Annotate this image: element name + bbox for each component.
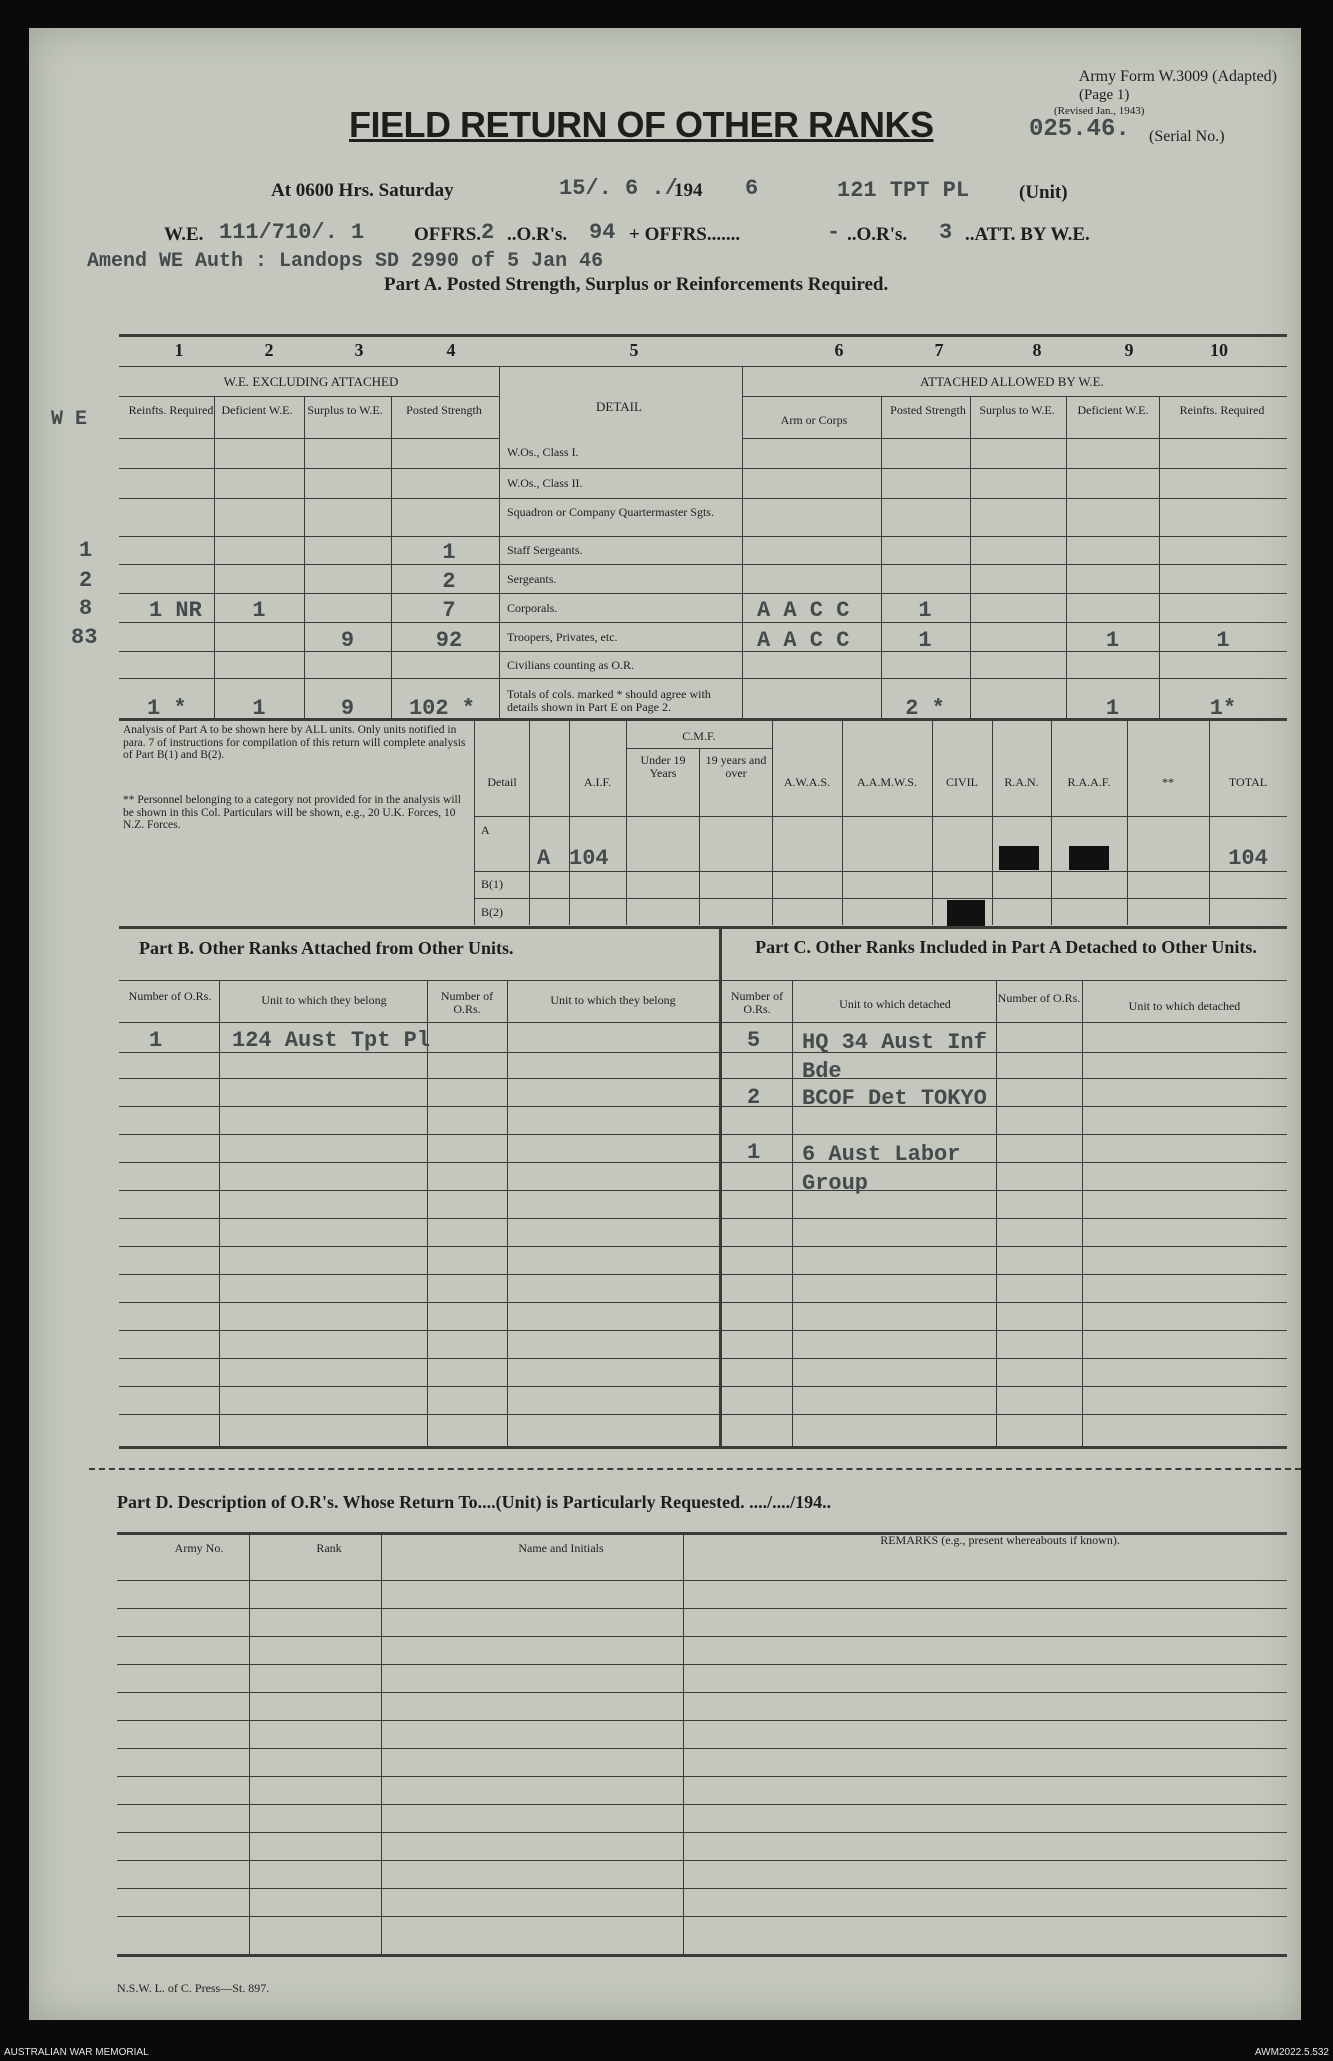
form-sheet: Army Form W.3009 (Adapted) (Page 1) (Revised Jan., 1943) FIELD RETURN OF OTHER RANKS 025.46. (Serial No.) At 0600 Hrs. Saturday 15/. 6 ./ 194 6 121 TPT PL (Unit) W.E. 111/710/. 1 OFFRS. 2 ..O.R's. 94 + OFFRS....... - ..O.R's. 3 ..ATT. BY W.E. Amend WE Auth : Landops SD 2990 of 5 Jan 46 Part A. Posted Strength, Surplus or Reinforcements Required. 1 2 3 4 5 6 7 8 9 10 W.E. EXCLUDING ATTACHED ATTACHED ALLOWED BY W.E. Reinfts. Required Deficient W.E. Surplus to W.E. Posted Strength DETAIL Arm or Corps Posted Strength Surplus to W.E. Deficient W.E. Reinfts. Required W.Os., Class I. W.Os., Class II. Squadron or Company Quartermaster Sgts. Staff Sergeants. Sergeants. Corporals. Troopers, Privates, etc. Civilians counting as O.R. Totals of cols. marked * should agree with details shown in Part E on Page 2. W E 1 2 8 83 1 2 1 NR 1 7 A A C C 1 9 92 A A C C 1 1 1 1 * 1 9 102 * 2 * 1 1* Analysis of Part A to be shown here by ALL units. Only units notified in para. 7 of instructions for compilation of this return will complete analysis of Part B(1) and B(2). ** Personnel belonging to a category not provided for in the analysis will be shown in this Col. Particulars will be shown, e.g., 20 U.K. Forces, 10 N.Z. Forces. Detail A.I.F. C.M.F. Under 19 Years 19 years and over A.W.A.S. A.A.M.W.S. CIVIL R.A.N. R.A.A.F. ** TOTAL A B(1) B(2) A 104 104 Part B. Other Ranks Attached from Other Units. Part C. Other Ranks Included in Part A Detached to Other Units. Number of O.Rs. Unit to which they belong Number of O.Rs. Unit to which they belong Number of O.Rs. Unit to which detached Number of O.Rs. Unit to which detached 1 124 Aust Tpt Pl 5 HQ 34 Aust Inf Bde 2 BCOF Det TOKYO 1 6 Aust Labor Group Part D. Description of O.R's. Whose Return To....(Unit) is Particularly Requested. ..../..../194.. Army No. Rank Name and Initials REMARKS (e.g., present whereabouts if known). N.S.W. L. of C. Press—St. 897. <box>29 28 1301 2020</box>
part-c-title: Part C. Other Ranks Included in Part A Detached to Other Units. <box>755 937 1257 957</box>
plus-offrs-label: + OFFRS....... <box>629 224 741 245</box>
unit-value: 121 TPT PL <box>837 178 970 203</box>
form-title: FIELD RETURN OF OTHER RANKS <box>349 104 934 145</box>
year-label: 194 <box>674 180 703 201</box>
archive-reference: AWM2022.5.532 <box>1254 2047 1329 2058</box>
redaction-block <box>947 900 985 926</box>
form-number: Army Form W.3009 (Adapted) <box>1078 68 1277 85</box>
date-value: 15/. 6 ./ <box>559 176 678 201</box>
att-by-we-label: ..ATT. BY W.E. <box>965 224 1090 245</box>
serial-number-value: 025.46. <box>1029 116 1130 143</box>
serial-label: (Serial No.) <box>1149 128 1225 145</box>
plus-ors-value: 3 <box>939 220 953 245</box>
plus-offrs-value: - <box>827 220 841 245</box>
we-value: 111/710/. 1 <box>219 220 365 245</box>
year-value: 6 <box>745 176 759 201</box>
ors-value: 94 <box>589 220 616 245</box>
form-page: (Page 1) <box>1079 87 1130 103</box>
form-revision: (Revised Jan., 1943) <box>1054 105 1145 117</box>
at-line-label: At 0600 Hrs. Saturday <box>271 180 454 201</box>
unit-label: (Unit) <box>1019 182 1068 203</box>
press-imprint: N.S.W. L. of C. Press—St. 897. <box>117 1981 270 1995</box>
plus-ors-label: ..O.R's. <box>847 224 908 245</box>
ors-label: ..O.R's. <box>507 224 568 245</box>
part-a-title: Part A. Posted Strength, Surplus or Reinforcements Required. <box>384 274 889 295</box>
redaction-block <box>1069 846 1109 870</box>
part-b-title: Part B. Other Ranks Attached from Other Units. <box>139 938 514 958</box>
offrs-value: 2 <box>481 220 495 245</box>
archive-caption: AUSTRALIAN WAR MEMORIAL <box>4 2047 149 2058</box>
we-margin-label: W E <box>51 408 88 431</box>
amend-we-auth: Amend WE Auth : Landops SD 2990 of 5 Jan 46 <box>87 250 604 273</box>
part-d-title: Part D. Description of O.R's. Whose Return To....(Unit) is Particularly Requested. ..../..../194.. <box>117 1492 832 1512</box>
we-label: W.E. <box>164 224 204 245</box>
redaction-block <box>999 846 1039 870</box>
offrs-label: OFFRS. <box>414 224 482 245</box>
